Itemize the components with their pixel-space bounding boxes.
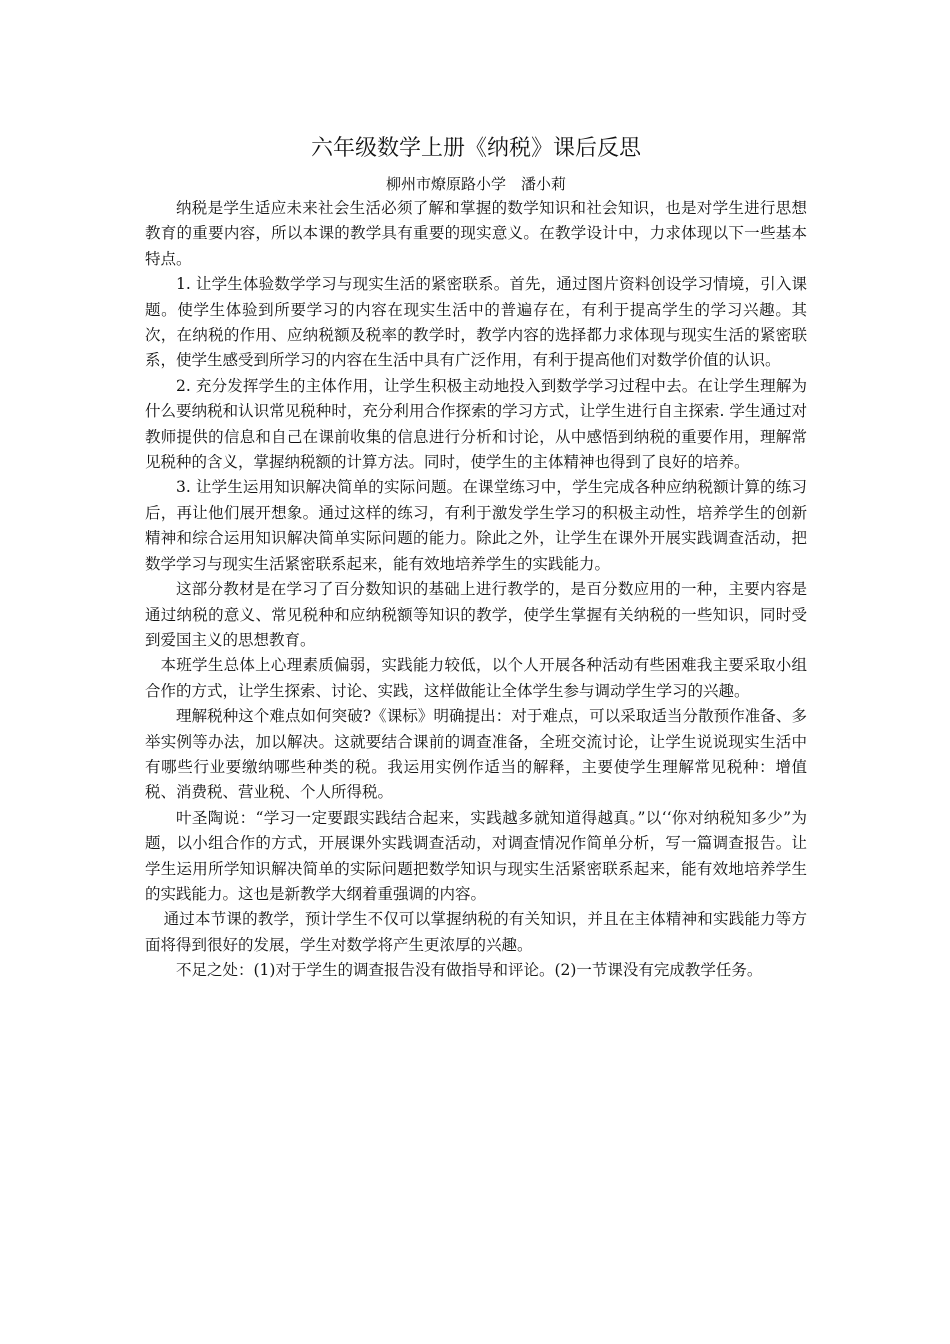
paragraph-shortcomings: 不足之处：(1)对于学生的调查报告没有做指导和评论。(2)一节课没有完成教学任务。 bbox=[176, 961, 763, 980]
paragraph-intro: 纳税是学生适应未来社会生活必须了解和掌握的数学知识和社会知识，也是对学生进行思想教育的重要内容，所以本课的教学具有重要的现实意义。在教学设计中，力求体现以下一些基本特点。 bbox=[145, 199, 807, 268]
paragraph-point-3: 3. 让学生运用知识解决简单的实际问题。在课堂练习中，学生完成各种应纳税额计算的练习后，再让他们展开想象。通过这样的练习，有利于激发学生学习的积极主动性，培养学生的创新精神和综合运用知识解决简单实际问题的能力。除此之外，让学生在课外开展实践调查活动，把数学学习与现实生活紧密联系起来，能有效地培养学生的实践能力。 bbox=[145, 478, 807, 573]
paragraph-point-1: 1. 让学生体验数学学习与现实生活的紧密联系。首先，通过图片资料创设学习情境，引入课题。使学生体验到所要学习的内容在现实生活中的普遍存在，有利于提高学生的学习兴趣。其次，在纳税的作用、应纳税额及税率的教学时，教学内容的选择都力求体现与现实生活的紧密联系，使学生感受到所学习的内容在生活中具有广泛作用，有利于提高他们对数学价值的认识。 bbox=[145, 275, 807, 370]
paragraph-quote: 叶圣陶说：“学习一定要跟实践结合起来，实践越多就知道得越真。”以‘‘你对纳税知多少”为题，以小组合作的方式，开展课外实践调查活动，对调查情况作简单分析，写一篇调查报告。让学生运用所学知识解决简单的实际问题把数学知识与现实生活紧密联系起来，能有效地培养学生的实践能力。这也是新教学大纲着重强调的内容。 bbox=[145, 808, 807, 903]
document-title: 六年级数学上册《纳税》课后反思 bbox=[310, 136, 641, 161]
paragraph-textbook: 这部分教材是在学习了百分数知识的基础上进行教学的，是百分数应用的一种，主要内容是通过纳税的意义、常见税种和应纳税额等知识的教学，使学生掌握有关纳税的一些知识，同时受到爱国主义的思想教育。 bbox=[145, 580, 807, 649]
paragraph-students: 本班学生总体上心理素质偏弱，实践能力较低，以个人开展各种活动有些困难我主要采取小组合作的方式，让学生探索、讨论、实践，这样做能让全体学生参与调动学生学习的兴趣。 bbox=[145, 656, 807, 700]
document-page bbox=[145, 132, 807, 984]
paragraph-difficulty: 理解税种这个难点如何突破?《课标》明确提出：对于难点，可以采取适当分散预作准备、多举实例等办法，加以解决。这就要结合课前的调查准备，全班交流讨论，让学生说说现实生活中有哪些行业要缴纳哪些种类的税。我运用实例作适当的解释，主要使学生理解常见税种：增值税、消费税、营业税、个人所得税。 bbox=[145, 707, 807, 802]
paragraph-expectation: 通过本节课的教学，预计学生不仅可以掌握纳税的有关知识，并且在主体精神和实践能力等方面将得到很好的发展，学生对数学将产生更浓厚的兴趣。 bbox=[145, 910, 807, 954]
document-author: 柳州市燎原路小学 潘小莉 bbox=[385, 175, 566, 193]
paragraph-point-2: 2. 充分发挥学生的主体作用，让学生积极主动地投入到数学学习过程中去。在让学生理解为什么要纳税和认识常见税种时，充分利用合作探索的学习方式，让学生进行自主探索. 学生通过对教师提供的信息和自己在课前收集的信息进行分析和讨论，从中感悟到纳税的重要作用，理解常见税种的含义，掌握纳税额的计算方法。同时，使学生的主体精神也得到了良好的培养。 bbox=[145, 376, 807, 472]
